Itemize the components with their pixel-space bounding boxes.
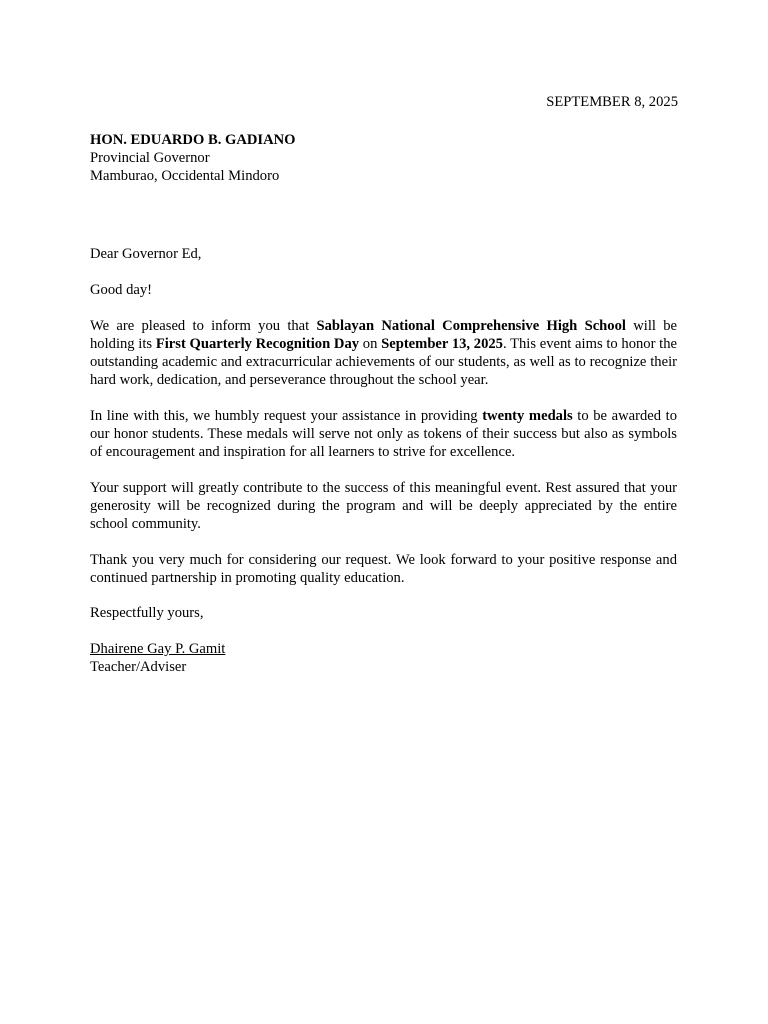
greeting: Good day! [90,282,153,298]
signatory-position: Teacher/Adviser [90,659,187,675]
recipient-name: HON. EDUARDO B. GADIANO [90,132,296,148]
recipient-address: Mamburao, Occidental Mindoro [90,168,280,184]
letter-date: SEPTEMBER 8, 2025 [546,94,678,110]
signatory-name: Dhairene Gay P. Gamit [90,641,226,657]
paragraph-text: We are pleased to inform you that [90,318,317,334]
body-paragraph-2 [90,407,677,461]
recipient-title: Provincial Governor [90,150,210,166]
requested-item: twenty medals [482,408,573,424]
salutation: Dear Governor Ed, [90,246,202,262]
body-paragraph-1 [90,317,677,389]
body-paragraph-3: Your support will greatly contribute to the success of this meaningful event. Rest assured that your generosity will be recognized during the program and will be deeply appreciated by the entire school community. [90,480,677,532]
paragraph-text: to be awarded to our honor students. These medals will serve not only as tokens of their success but also as symbols of encouragement and inspiration for all learners to strive for excellence. [90,408,677,460]
paragraph-text: In line with this, we humbly request your assistance in providing [90,408,483,424]
paragraph-text: . This event aims to honor the outstanding academic and extracurricular achievements of our students, as well as to recognize their hard work, dedication, and perseverance throughout the school year. [90,336,677,388]
event-name: First Quarterly Recognition Day [155,336,360,352]
recipient-block [90,131,677,185]
event-date: September 13, 2025 [381,336,503,352]
complimentary-close: Respectfully yours, [90,605,204,621]
paragraph-text: on [359,336,382,352]
body-paragraph-4: Thank you very much for considering our request. We look forward to your positive response and continued partnership in promoting quality education. [90,552,677,586]
paragraph-text: will be holding its [90,318,677,352]
signature-block [90,640,677,676]
school-name: Sablayan National Comprehensive High School [316,318,626,334]
